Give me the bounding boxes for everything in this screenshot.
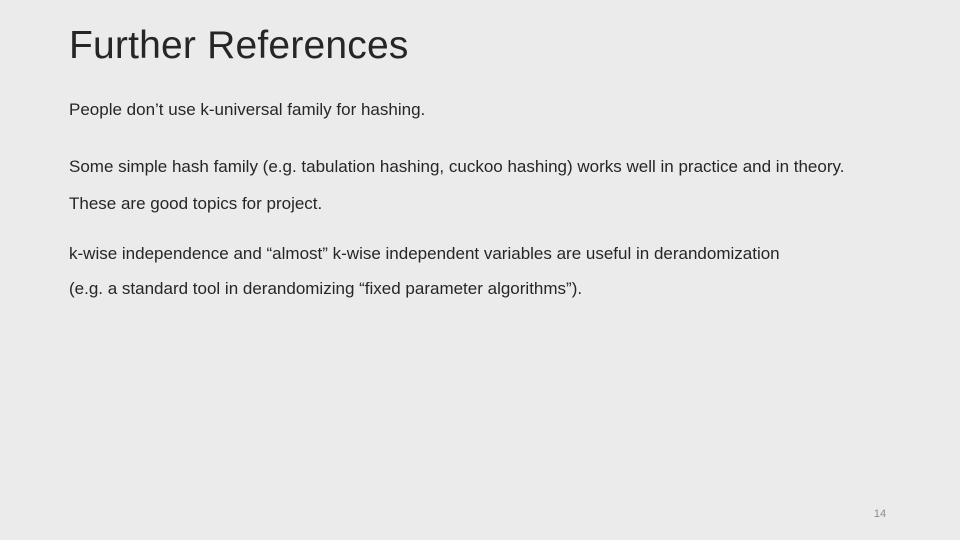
body-line-derandomization-example: (e.g. a standard tool in derandomizing “fixed parameter algorithms”).	[69, 279, 583, 298]
body-line-simple-hash-family: Some simple hash family (e.g. tabulation hashing, cuckoo hashing) works well in practice and in theory.	[69, 157, 845, 176]
body-line-k-wise-independence: k-wise independence and “almost” k-wise independent variables are useful in derandomization	[69, 244, 780, 263]
body-line-project-topics: These are good topics for project.	[69, 194, 323, 213]
body-line-hashing-families: People don’t use k-universal family for hashing.	[69, 100, 426, 119]
slide-title: Further References	[69, 24, 409, 67]
slide-page-number: 14	[873, 508, 887, 520]
